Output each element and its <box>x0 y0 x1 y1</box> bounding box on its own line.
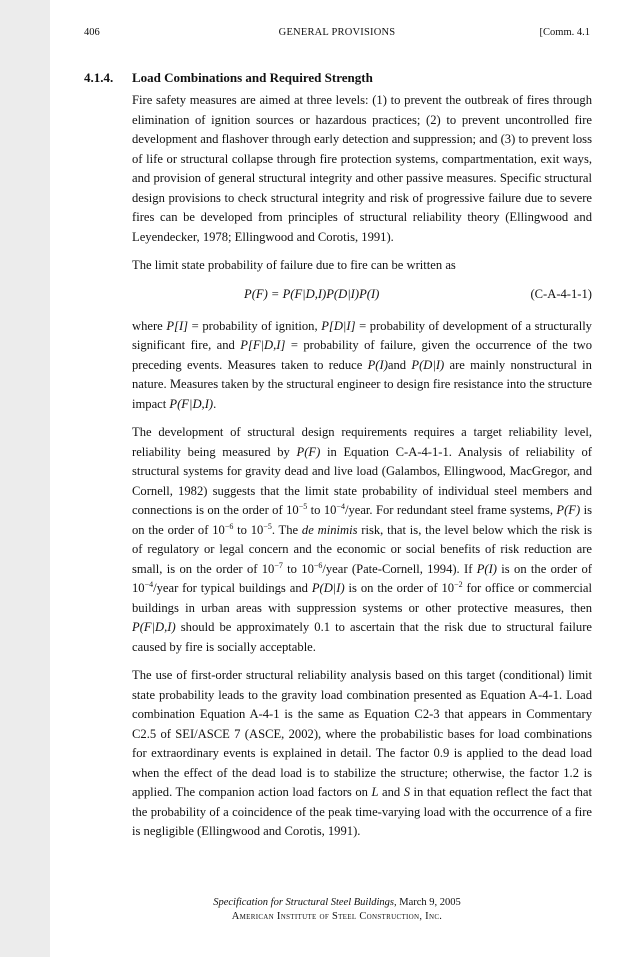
section-reference: [Comm. 4.1 <box>539 27 590 38</box>
text-run: = probability of failure, given the occurrence of the two preceding events. Measures taken to reduce <box>132 338 592 372</box>
math-term: P(D|I) <box>411 357 445 372</box>
paragraph-3 <box>132 317 592 415</box>
exponent: −7 <box>274 560 283 570</box>
text-run: for office or commercial buildings in urban areas with suppression systems or other protective measures, then <box>132 581 592 615</box>
footer-spec-date: March 9, 2005 <box>396 897 461 908</box>
footer-publisher: American Institute of Steel Construction, Inc. <box>231 911 443 922</box>
page-footer <box>84 896 590 924</box>
section-heading <box>84 70 592 86</box>
math-term: P[D|I] <box>321 318 356 333</box>
math-term: P(F) <box>296 444 321 459</box>
latin-term: de minimis <box>301 522 358 537</box>
text-run: are mainly nonstructural in nature. Measures taken by the structural engineer to design fire resistance into the structure impact <box>132 357 592 411</box>
text-run: in that equation reflect the fact that the probability of a coincidence of the peak time-varying load with the occurrence of a fire is negligible (Ellingwood and Corotis, 1991). <box>132 785 592 838</box>
section-title: Load Combinations and Required Strength <box>132 70 373 85</box>
page-edge-strip <box>0 0 50 957</box>
text-run: . The <box>271 522 302 537</box>
running-title: GENERAL PROVISIONS <box>278 27 396 38</box>
math-term: P[I] <box>166 318 189 333</box>
exponent: −4 <box>144 579 154 589</box>
exponent: −5 <box>298 501 308 511</box>
footer-spec-title: Specification for Structural Steel Buildings, <box>213 897 397 908</box>
exponent: −2 <box>454 579 463 589</box>
math-term: P[F|D,I] <box>240 338 286 352</box>
text-run: . <box>213 396 217 411</box>
text-run: = probability of development of a structurally significant fire, and <box>132 318 592 352</box>
text-run: to 10 <box>233 522 264 537</box>
math-term: L <box>371 785 379 799</box>
footer-spec-line <box>84 896 590 910</box>
text-run: /year (Pate-Cornell, 1994). If <box>322 561 477 576</box>
text-run: = probability of ignition, <box>188 318 322 333</box>
page-number: 406 <box>84 27 100 38</box>
text-run: and <box>387 357 412 372</box>
paragraph-5 <box>132 666 592 842</box>
text-run: /year for typical buildings and <box>153 581 312 595</box>
math-term: P(F|D,I) <box>169 396 214 411</box>
math-term: S <box>403 785 411 799</box>
exponent: −6 <box>224 521 234 531</box>
text-run: to 10 <box>307 503 337 517</box>
exponent: −6 <box>313 560 323 570</box>
equation-label: (C-A-4-1-1) <box>530 286 592 301</box>
text-run: to 10 <box>282 561 314 576</box>
math-term: P(I) <box>476 561 497 576</box>
paragraph-2: The limit state probability of failure due to fire can be written as <box>132 258 456 272</box>
text-run: and <box>378 785 404 799</box>
text-run: The development of structural design requirements requires a target reliability level, reliability being measured by <box>132 425 592 459</box>
text-run: The use of first-order structural reliability analysis based on this target (conditional) limit state probability leads to the gravity load combination presented as Equation A-4-1. Load combination Equation A-4-1 is the same as Equation C2-3 that appears in Commentary C2.5 of SEI/ASCE 7 (ASCE, 2002), where the probabilistic bases for load combinations for extraordinary events is explained in detail. The factor 0.9 is applied to the dead load when the effect of the dead load is to stabilize the structure; otherwise, the factor 1.2 is applied. The companion action load factors on <box>132 668 592 799</box>
text-run: should be approximately 0.1 to ascertain that the risk due to structural failure caused by fire is socially acceptable. <box>132 620 592 654</box>
text-run: risk, that is, the level below which the risk is of regulatory or legal concern and the economic or social benefits of risk reduction are small, is on the order of 10 <box>132 522 593 576</box>
math-term: P(F|D,I) <box>132 620 176 634</box>
exponent: −5 <box>263 521 272 531</box>
running-header <box>84 27 590 43</box>
math-term: P(D|I) <box>311 581 345 595</box>
paragraph-4 <box>132 423 592 657</box>
math-term: P(F) <box>556 503 581 517</box>
body-text <box>132 91 592 851</box>
text-run: /year. For redundant steel frame systems, <box>344 503 557 517</box>
text-run: in Equation C-A-4-1-1. Analysis of reliability of structural systems for gravity dead and live load (Galambos, Ellingwood, MacGregor, and Cornell, 1982) suggests that the limit state probability of individual steel members and connections is on the order of 10 <box>132 444 592 517</box>
equation-block <box>132 285 592 307</box>
text-run: where <box>132 318 167 333</box>
text-run: is on the order of 10 <box>132 503 593 537</box>
paragraph-1: Fire safety measures are aimed at three levels: (1) to prevent the outbreak of fires through elimination of ignition sources or hazardous practices; (2) to prevent uncontrolled fire development and flashover through early detection and suppression; and (3) to prevent loss of life or structural collapse through fire protection systems, compartmentation, exit ways, and provision of general structural integrity and other passive measures. Specific structural design provisions to check structural integrity and risk of progressive failure due to severe fires can be developed from principles of structural reliability theory (Ellingwood and Leyendecker, 1978; Ellingwood and Corotis, 1991). <box>132 93 592 244</box>
math-term: P(I) <box>367 357 388 372</box>
text-run: is on the order of 10 <box>132 561 592 595</box>
equation-expression: P(F) = P(F|D,I)P(D|I)P(I) <box>244 286 380 301</box>
text-run: is on the order of 10 <box>344 581 455 595</box>
exponent: −4 <box>336 501 345 511</box>
section-number: 4.1.4. <box>84 70 114 85</box>
